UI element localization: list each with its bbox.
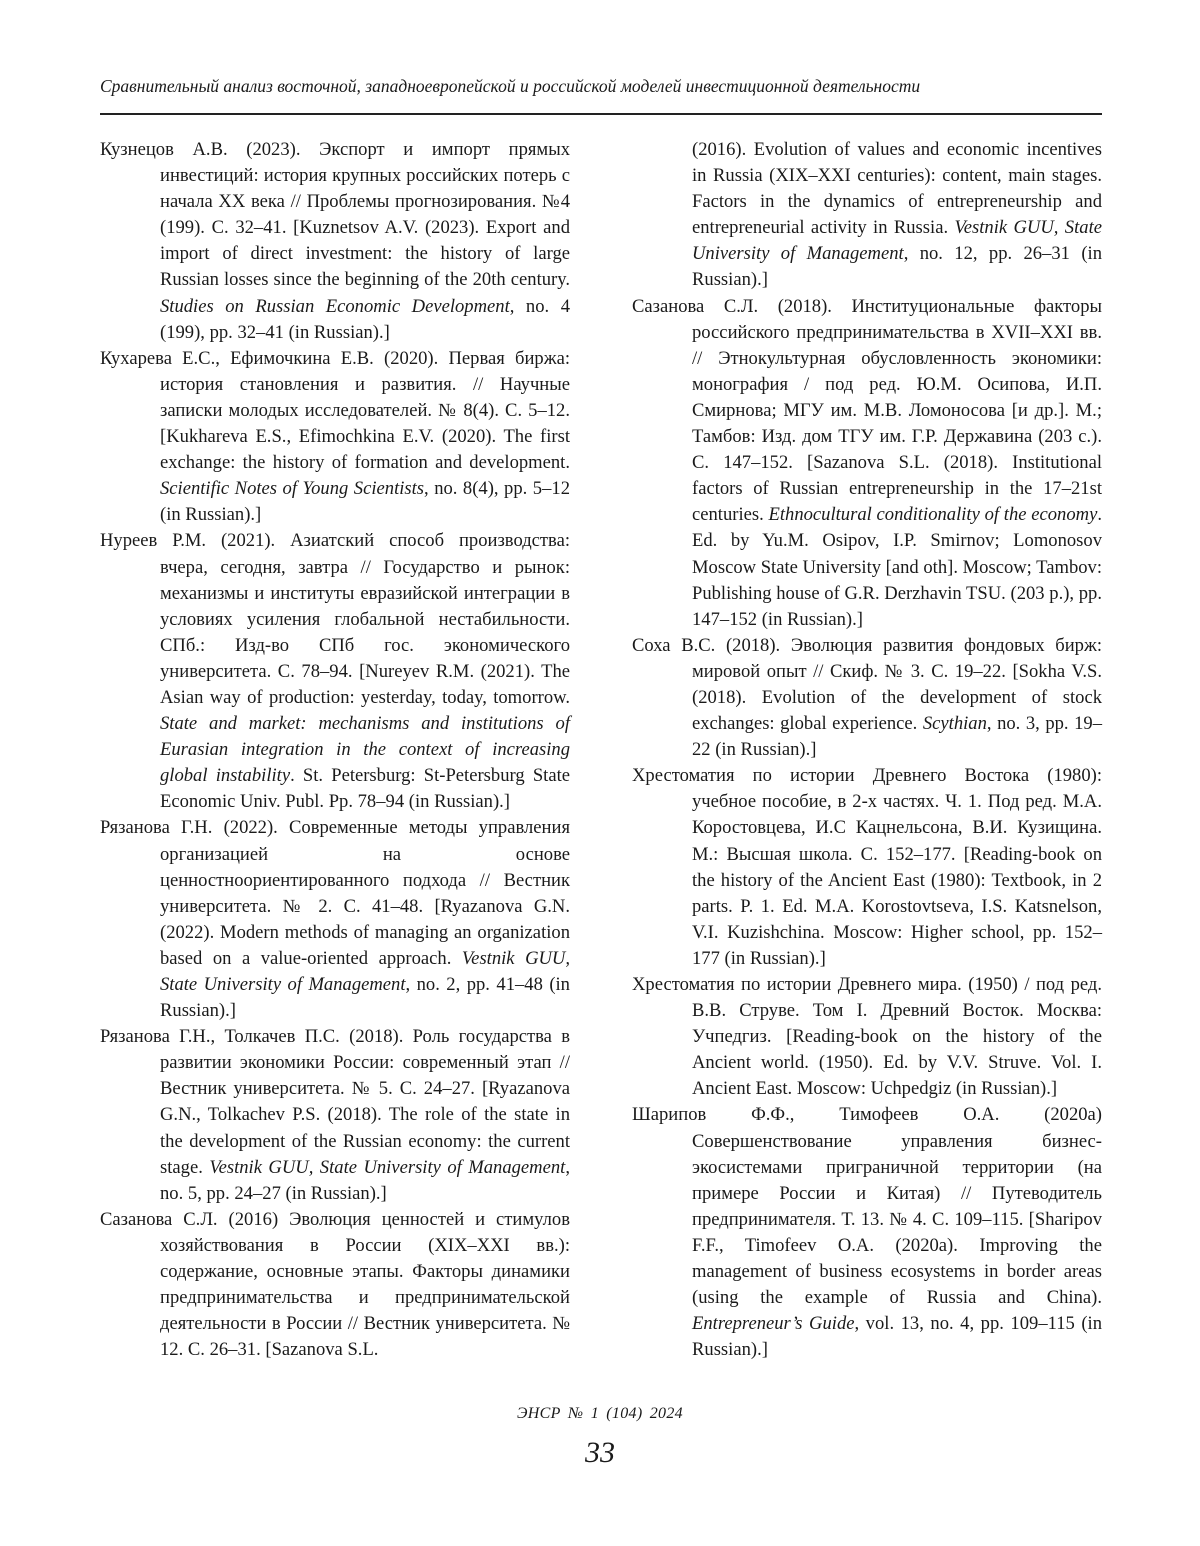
reference-source-title: Vestnik GUU, State University of Management: [692, 217, 1102, 264]
reference-source-title: Scythian: [923, 713, 987, 734]
reference-tail: , no. 4 (199), pp. 32–41 (in Russian).]: [160, 296, 570, 343]
reference-source-title: Ethnocultural conditionality of the economy: [769, 504, 1098, 525]
reference-text: Хрестоматия по истории Древнего мира. (1950) / под ред. В.В. Струве. Том I. Древний Восток. Москва: Учпедгиз. [Reading-book on the history of the Ancient world. (1950). Ed. by V.V. Struve. Vol. I. Ancient East. Moscow: Uchpedgiz (in Russian).]: [632, 974, 1102, 1099]
reference-tail: , no. 3, pp. 19–22 (in Russian).]: [692, 713, 1102, 760]
reference-tail: , no. 12, pp. 26–31 (in Russian).]: [692, 243, 1102, 290]
reference-text: Кухарева Е.С., Ефимочкина Е.В. (2020). Первая биржа: история становления и развития. // Научные записки молодых исследователей. № 8(4). С. 5–12. [Kukhareva E.S., Efimochkina E.V. (2020). The first exchange: the history of formation and development.: [100, 348, 570, 473]
reference-entry: [100, 137, 570, 346]
reference-source-title: State and market: mechanisms and institutions of Eurasian integration in the context of increasing global instability: [160, 713, 570, 786]
reference-tail: , vol. 13, no. 4, pp. 109–115 (in Russian).]: [692, 1313, 1102, 1360]
reference-source-title: Studies on Russian Economic Development: [160, 296, 510, 317]
references-column-right: [632, 137, 1102, 1363]
reference-tail: . St. Petersburg: St-Petersburg State Economic Univ. Publ. Pp. 78–94 (in Russian).]: [160, 765, 570, 812]
reference-entry: [100, 528, 570, 815]
reference-text: Нуреев Р.М. (2021). Азиатский способ производства: вчера, сегодня, завтра // Государство и рынок: механизмы и институты евразийской интеграции в условиях усиления глобальной нестабильности. СПб.: Изд-во СПб гос. экономического университета. С. 78–94. [Nureyev R.M. (2021). The Asian way of production: yesterday, today, tomorrow.: [100, 530, 570, 708]
reference-entry: [100, 815, 570, 1024]
reference-entry: [100, 1207, 570, 1364]
reference-source-title: Vestnik GUU, State University of Management: [209, 1157, 565, 1178]
journal-issue: ЭНСР № 1 (104) 2024: [0, 1405, 1200, 1423]
reference-text: (2016). Evolution of values and economic incentives in Russia (XIX–XXI centuries): content, main stages. Factors in the dynamics of entrepreneurship and entrepreneurial activity in Russia.: [692, 139, 1102, 238]
reference-text: Сазанова С.Л. (2018). Институциональные факторы российского предпринимательства в XVII–XXI вв. // Этнокультурная обусловленность экономики: монография / под ред. Ю.М. Осипова, И.П. Смирнова; МГУ им. М.В. Ломоносова [и др.]. М.; Тамбов: Изд. дом ТГУ им. Г.Р. Державина (203 с.). С. 147–152. [Sazanova S.L. (2018). Institutional factors of Russian entrepreneurship in the 17–21st centuries.: [632, 296, 1102, 526]
reference-tail: , no. 2, pp. 41–48 (in Russian).]: [160, 974, 570, 1021]
reference-entry: [632, 763, 1102, 972]
reference-tail: . Ed. by Yu.M. Osipov, I.P. Smirnov; Lomonosov Moscow State University [and oth]. Moscow; Tambov: Publishing house of G.R. Derzhavin TSU. (203 p.), pp. 147–152 (in Russian).]: [692, 504, 1102, 629]
reference-source-title: Entrepreneur’s Guide: [692, 1313, 855, 1334]
reference-text: Шарипов Ф.Ф., Тимофеев О.А. (2020a) Совершенствование управления бизнес-экосистемами приграничной территории (на примере России и Китая) // Путеводитель предпринимателя. Т. 13. № 4. С. 109–115. [Sharipov F.F., Timofeev O.A. (2020a). Improving the management of business ecosystems in border areas (using the example of Russia and China).: [632, 1104, 1102, 1308]
reference-entry: [632, 972, 1102, 1102]
reference-entry: [632, 294, 1102, 633]
reference-source-title: Scientific Notes of Young Scientists: [160, 478, 424, 499]
reference-entry: [632, 633, 1102, 763]
reference-entry: [632, 1102, 1102, 1363]
reference-text: Рязанова Г.Н., Толкачев П.С. (2018). Роль государства в развитии экономики России: современный этап // Вестник университета. № 5. С. 24–27. [Ryazanova G.N., Tolkachev P.S. (2018). The role of the state in the development of the Russian economy: the current stage.: [100, 1026, 570, 1177]
reference-text: Хрестоматия по истории Древнего Востока (1980): учебное пособие, в 2-х частях. Ч. 1. Под ред. М.А. Коростовцева, И.С Кацнельсона, В.И. Кузищина. М.: Высшая школа. С. 152–177. [Reading-book on the history of the Ancient East (1980): Textbook, in 2 parts. P. 1. Ed. M.A. Korostovtseva, I.S. Katsnelson, V.I. Kuzishchina. Moscow: Higher school, pp. 152–177 (in Russian).]: [632, 765, 1102, 969]
reference-source-title: Vestnik GUU, State University of Management: [160, 948, 570, 995]
reference-text: Рязанова Г.Н. (2022). Современные методы управления организацией на основе ценностноориентированного подхода // Вестник университета. № 2. С. 41–48. [Ryazanova G.N. (2022). Modern methods of managing an organization based on a value-oriented approach.: [100, 817, 570, 968]
reference-text: Соха В.С. (2018). Эволюция развития фондовых бирж: мировой опыт // Скиф. № 3. С. 19–22. [Sokha V.S. (2018). Evolution of the development of stock exchanges: global experience.: [632, 635, 1102, 734]
reference-text: Кузнецов А.В. (2023). Экспорт и импорт прямых инвестиций: история крупных российских потерь с начала XX века // Проблемы прогнозирования. №4 (199). С. 32–41. [Kuznetsov A.V. (2023). Export and import of direct investment: the history of large Russian losses since the beginning of the 20th century.: [100, 139, 570, 290]
reference-entry: [100, 1024, 570, 1207]
reference-text: Сазанова С.Л. (2016) Эволюция ценностей и стимулов хозяйствования в России (XIX–XXI вв.): содержание, основные этапы. Факторы динамики предпринимательства и предпринимательской деятельности в России // Вестник университета. № 12. С. 26–31. [Sazanova S.L.: [100, 1209, 570, 1360]
header-rule: [100, 113, 1102, 115]
references-column-left: [100, 137, 570, 1363]
reference-tail: , no. 5, pp. 24–27 (in Russian).]: [160, 1157, 570, 1204]
running-header: Сравнительный анализ восточной, западноевропейской и российской моделей инвестиционной деятельности: [100, 74, 1102, 98]
reference-tail: , no. 8(4), pp. 5–12 (in Russian).]: [160, 478, 570, 525]
page-number: 33: [0, 1436, 1200, 1470]
reference-entry: [100, 346, 570, 529]
reference-entry-continued: [632, 137, 1102, 294]
